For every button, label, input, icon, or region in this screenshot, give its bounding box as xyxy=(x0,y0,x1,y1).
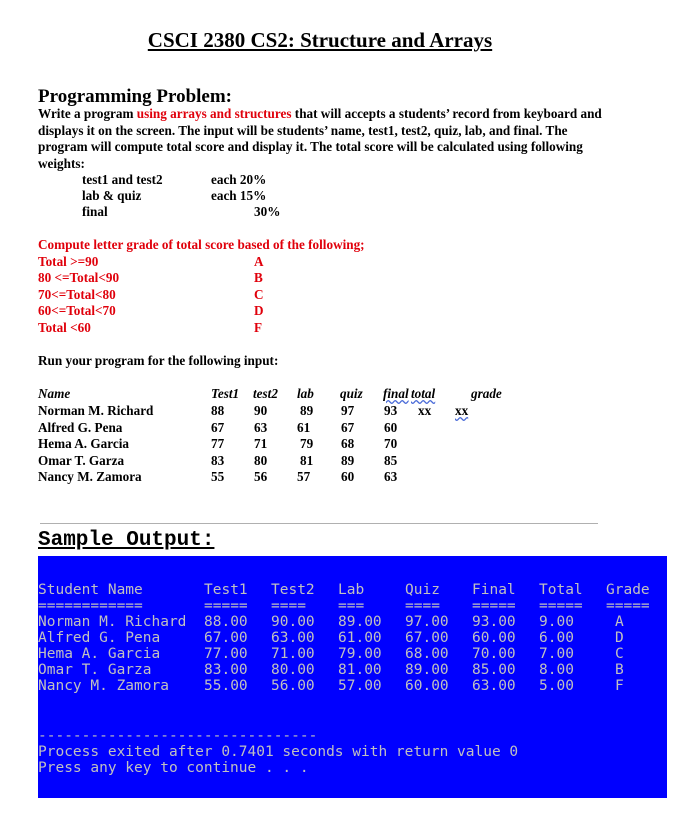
console-cell: 61.00 xyxy=(338,630,382,646)
row-test2: 56 xyxy=(254,469,268,484)
console-cell: 93.00 xyxy=(472,614,516,630)
row-lab: 89 xyxy=(300,403,314,418)
console-cell: 71.00 xyxy=(271,646,315,662)
console-cell: 83.00 xyxy=(204,662,248,678)
grading-heading: Compute letter grade of total score based of the following; xyxy=(38,237,365,252)
header-test1: Test1 xyxy=(211,386,240,401)
input-heading: Run your program for the following input: xyxy=(38,353,279,368)
console-separator: -------------------------------- xyxy=(38,728,318,744)
console-cell-grade: D xyxy=(615,630,624,646)
console-header: Grade xyxy=(606,582,650,598)
row-quiz: 97 xyxy=(341,403,355,418)
console-cell: 9.00 xyxy=(539,614,574,630)
grade-letter: A xyxy=(254,254,264,269)
console-window xyxy=(38,556,667,798)
row-test2: 63 xyxy=(254,420,268,435)
row-test2: 80 xyxy=(254,453,268,468)
console-cell: 56.00 xyxy=(271,678,315,694)
console-cell: 8.00 xyxy=(539,662,574,678)
row-name: Alfred G. Pena xyxy=(38,420,123,435)
grade-letter: B xyxy=(254,270,263,285)
row-name: Hema A. Garcia xyxy=(38,436,129,451)
row-test1: 77 xyxy=(211,436,225,451)
console-cell: 6.00 xyxy=(539,630,574,646)
console-underline: ===== xyxy=(606,598,650,614)
console-continue-line: Press any key to continue . . . xyxy=(38,760,309,776)
row-name: Omar T. Garza xyxy=(38,453,125,468)
console-underline: ===== xyxy=(204,598,248,614)
row-lab: 79 xyxy=(300,436,314,451)
document-title: CSCI 2380 CS2: Structure and Arrays xyxy=(147,28,493,52)
intro-text-rest: that will accepts a students’ record from keyboard and displays it on the screen. The input will be students’ name, test1, test2, quiz, lab, and final. The program will compute total score and display it. The total score will be calculated using following weights: xyxy=(38,106,602,171)
console-cell: 81.00 xyxy=(338,662,382,678)
console-cell: 60.00 xyxy=(472,630,516,646)
grade-letter: C xyxy=(254,287,264,302)
console-cell-name: Hema A. Garcia xyxy=(38,646,161,662)
row-name: Norman M. Richard xyxy=(38,403,154,418)
console-underline: ============ xyxy=(38,598,143,614)
console-cell-name: Alfred G. Pena xyxy=(38,630,161,646)
row-test1: 88 xyxy=(211,403,225,418)
row-test2: 90 xyxy=(254,403,268,418)
header-lab: lab xyxy=(297,386,314,401)
console-underline: === xyxy=(338,598,365,614)
weight-value: each 20% xyxy=(211,172,267,187)
console-cell: 80.00 xyxy=(271,662,315,678)
intro-highlight: using arrays and structures xyxy=(136,106,292,121)
console-cell: 55.00 xyxy=(204,678,248,694)
console-exit-line: Process exited after 0.7401 seconds with return value 0 xyxy=(38,744,519,760)
console-underline: ==== xyxy=(405,598,440,614)
console-cell: 70.00 xyxy=(472,646,516,662)
console-header: Total xyxy=(539,582,583,598)
row-final: 70 xyxy=(384,436,398,451)
console-header: Test1 xyxy=(204,582,248,598)
row-name: Nancy M. Zamora xyxy=(38,469,142,484)
row-final: 85 xyxy=(384,453,398,468)
console-cell: 5.00 xyxy=(539,678,574,694)
row-quiz: 60 xyxy=(341,469,355,484)
console-cell: 67.00 xyxy=(204,630,248,646)
console-cell: 67.00 xyxy=(405,630,449,646)
grade-range: 60<=Total<70 xyxy=(38,303,116,318)
grade-range: Total >=90 xyxy=(38,254,99,269)
grade-range: Total <60 xyxy=(38,320,91,335)
row-final: 60 xyxy=(384,420,398,435)
console-header: Lab xyxy=(338,582,365,598)
console-cell: 7.00 xyxy=(539,646,574,662)
row-quiz: 89 xyxy=(341,453,355,468)
row-lab: 81 xyxy=(300,453,314,468)
header-total: total xyxy=(411,386,436,401)
row-quiz: 68 xyxy=(341,436,355,451)
console-cell: 90.00 xyxy=(271,614,315,630)
weight-item: test1 and test2 xyxy=(82,172,163,187)
grade-range: 70<=Total<80 xyxy=(38,287,116,302)
grade-letter: F xyxy=(254,320,263,335)
console-cell: 89.00 xyxy=(338,614,382,630)
console-cell-grade: F xyxy=(615,678,624,694)
header-final: final xyxy=(383,386,409,401)
row-lab: 57 xyxy=(297,469,311,484)
problem-description xyxy=(38,106,608,172)
header-test2: test2 xyxy=(253,386,278,401)
console-cell-name: Nancy M. Zamora xyxy=(38,678,169,694)
row-quiz: 67 xyxy=(341,420,355,435)
header-quiz: quiz xyxy=(340,386,363,401)
problem-heading: Programming Problem: xyxy=(38,86,233,107)
console-cell: 79.00 xyxy=(338,646,382,662)
row-lab: 61 xyxy=(297,420,311,435)
weight-value: each 15% xyxy=(211,188,267,203)
console-cell-name: Norman M. Richard xyxy=(38,614,187,630)
weight-item: final xyxy=(82,204,108,219)
console-underline: ===== xyxy=(539,598,583,614)
weight-value: 30% xyxy=(254,204,281,219)
console-cell: 77.00 xyxy=(204,646,248,662)
console-cell: 60.00 xyxy=(405,678,449,694)
row-test1: 67 xyxy=(211,420,225,435)
console-header: Final xyxy=(472,582,516,598)
header-name: Name xyxy=(38,386,71,401)
console-header: Test2 xyxy=(271,582,315,598)
console-cell-name: Omar T. Garza xyxy=(38,662,152,678)
grade-letter: D xyxy=(254,303,264,318)
header-grade: grade xyxy=(471,386,502,401)
console-cell: 63.00 xyxy=(271,630,315,646)
weight-item: lab & quiz xyxy=(82,188,142,203)
row-final: 93 xyxy=(384,403,398,418)
console-cell-grade: C xyxy=(615,646,624,662)
intro-text: Write a program xyxy=(38,106,137,121)
row-test1: 55 xyxy=(211,469,225,484)
console-cell: 57.00 xyxy=(338,678,382,694)
row-final: 63 xyxy=(384,469,398,484)
section-divider xyxy=(40,523,598,524)
console-cell: 85.00 xyxy=(472,662,516,678)
console-underline: ==== xyxy=(271,598,306,614)
console-underline: ===== xyxy=(472,598,516,614)
row-grade-placeholder: xx xyxy=(455,403,469,418)
console-header: Student Name xyxy=(38,582,143,598)
console-cell-grade: A xyxy=(615,614,624,630)
console-cell: 88.00 xyxy=(204,614,248,630)
grade-range: 80 <=Total<90 xyxy=(38,270,120,285)
console-cell: 97.00 xyxy=(405,614,449,630)
console-header: Quiz xyxy=(405,582,440,598)
row-test1: 83 xyxy=(211,453,225,468)
console-cell: 68.00 xyxy=(405,646,449,662)
sample-output-heading: Sample Output: xyxy=(38,529,215,552)
row-test2: 71 xyxy=(254,436,268,451)
console-cell: 63.00 xyxy=(472,678,516,694)
console-cell: 89.00 xyxy=(405,662,449,678)
row-total-placeholder: xx xyxy=(418,403,432,418)
console-cell-grade: B xyxy=(615,662,624,678)
